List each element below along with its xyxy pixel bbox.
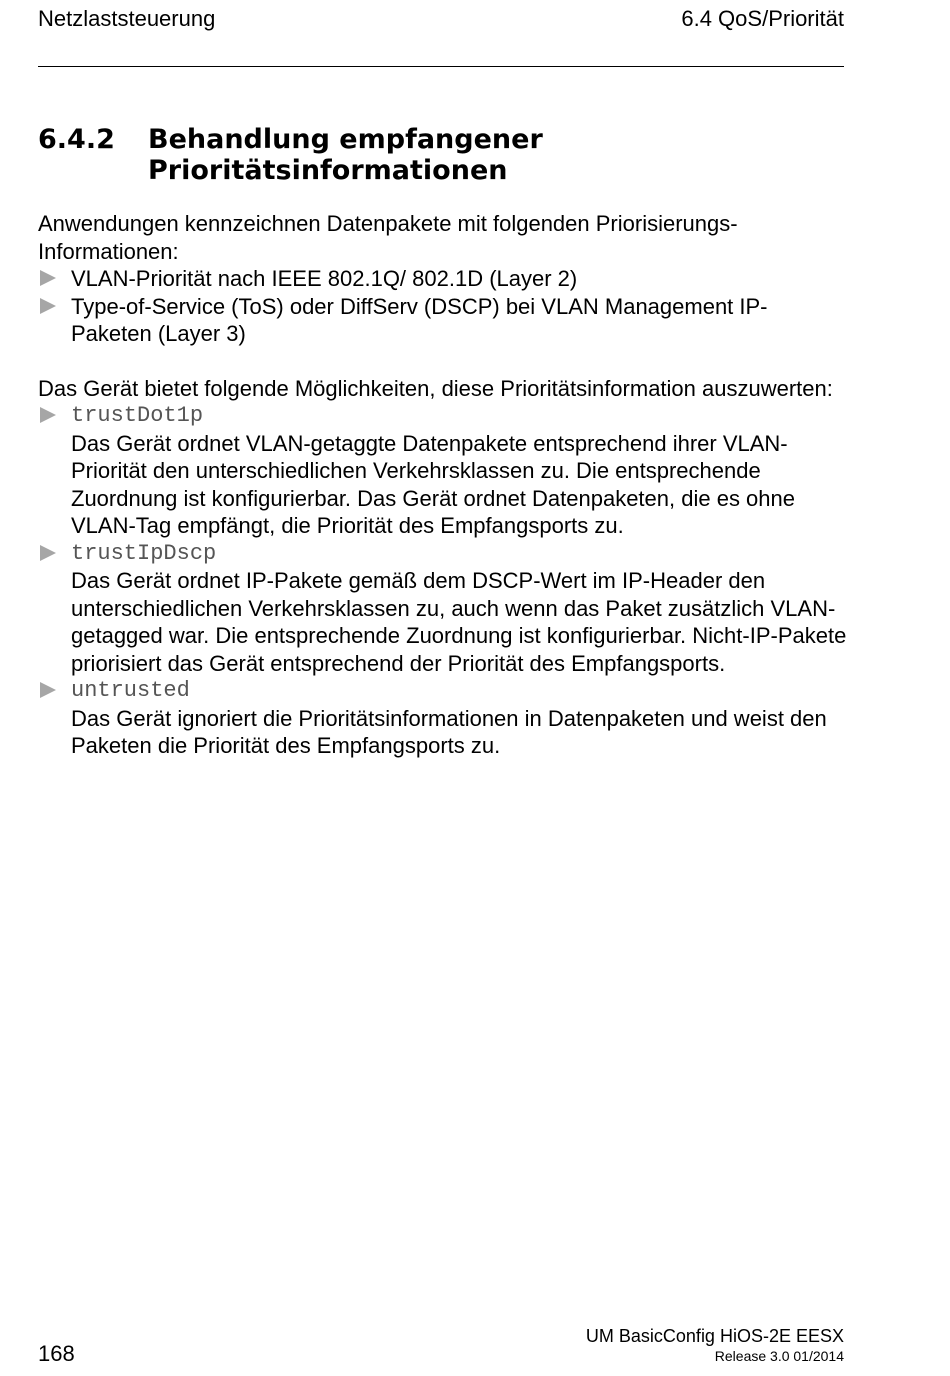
option-term: trustDot1p — [71, 403, 204, 428]
footer-release: Release 3.0 01/2014 — [714, 1348, 844, 1364]
option-description: Das Gerät ordnet IP-Pakete gemäß dem DSCP-Wert im IP-Header den unterschiedlichen Verkehrsklassen zu, auch wenn das Paket zusätzlich VLAN-getagged war. Die entsprechende Zuordnung ist konfigurierbar. Nicht-IP-Pakete priorisiert das Gerät entsprechend der Priorität des Empfangsports. — [71, 568, 847, 676]
section-number: 6.4.2 — [38, 124, 115, 155]
option-description: Das Gerät ignoriert die Prioritätsinformationen in Datenpaketen und weist den Paketen die Priorität des Empfangsports zu. — [71, 705, 827, 758]
option-term: trustIpDscp — [71, 540, 217, 566]
priority-info-list — [38, 265, 848, 348]
running-header-section: 6.4 QoS/Priorität — [681, 6, 844, 31]
list-item — [38, 677, 848, 760]
section-title-line-2: Prioritätsinformationen — [148, 155, 508, 186]
footer-manual-title: UM BasicConfig HiOS-2E EESX — [585, 1326, 844, 1346]
header-divider — [38, 66, 844, 67]
options-paragraph: Das Gerät bietet folgende Möglichkeiten, diese Prioritätsinformation auszuwerten: — [38, 375, 833, 401]
list-item — [38, 402, 848, 540]
evaluation-options-list — [38, 402, 848, 760]
running-header-chapter: Netzlaststeuerung — [38, 6, 216, 31]
list-item-text: VLAN-Priorität nach IEEE 802.1Q/ 802.1D (Layer 2) — [71, 266, 578, 291]
page-body — [38, 210, 848, 760]
triangle-bullet-icon — [40, 270, 56, 286]
triangle-bullet-icon — [40, 298, 56, 314]
option-description: Das Gerät ordnet VLAN-getaggte Datenpakete entsprechend ihrer VLAN-Priorität den unterschiedlichen Verkehrsklassen zu. Die entsprechende Zuordnung ist konfigurierbar. Das Gerät ordnet Datenpaketen, die es ohne VLAN-Tag empfängt, die Priorität des Empfangsports zu. — [71, 430, 796, 538]
triangle-bullet-icon — [40, 407, 56, 423]
intro-paragraph: Anwendungen kennzeichnen Datenpakete mit folgenden Priorisierungs-Informationen: — [38, 211, 738, 264]
page-number: 168 — [38, 1341, 75, 1366]
section-title-line-1: Behandlung empfangener — [148, 124, 543, 155]
list-item-text: Type-of-Service (ToS) oder DiffServ (DSCP) bei VLAN Management IP-Paketen (Layer 3) — [71, 293, 768, 346]
triangle-bullet-icon — [40, 545, 56, 561]
paragraph-gap — [38, 348, 848, 375]
list-item — [38, 265, 848, 293]
option-term: untrusted — [71, 678, 190, 703]
triangle-bullet-icon — [40, 682, 56, 698]
section-title — [148, 124, 668, 186]
list-item — [38, 293, 848, 348]
list-item — [38, 540, 848, 678]
